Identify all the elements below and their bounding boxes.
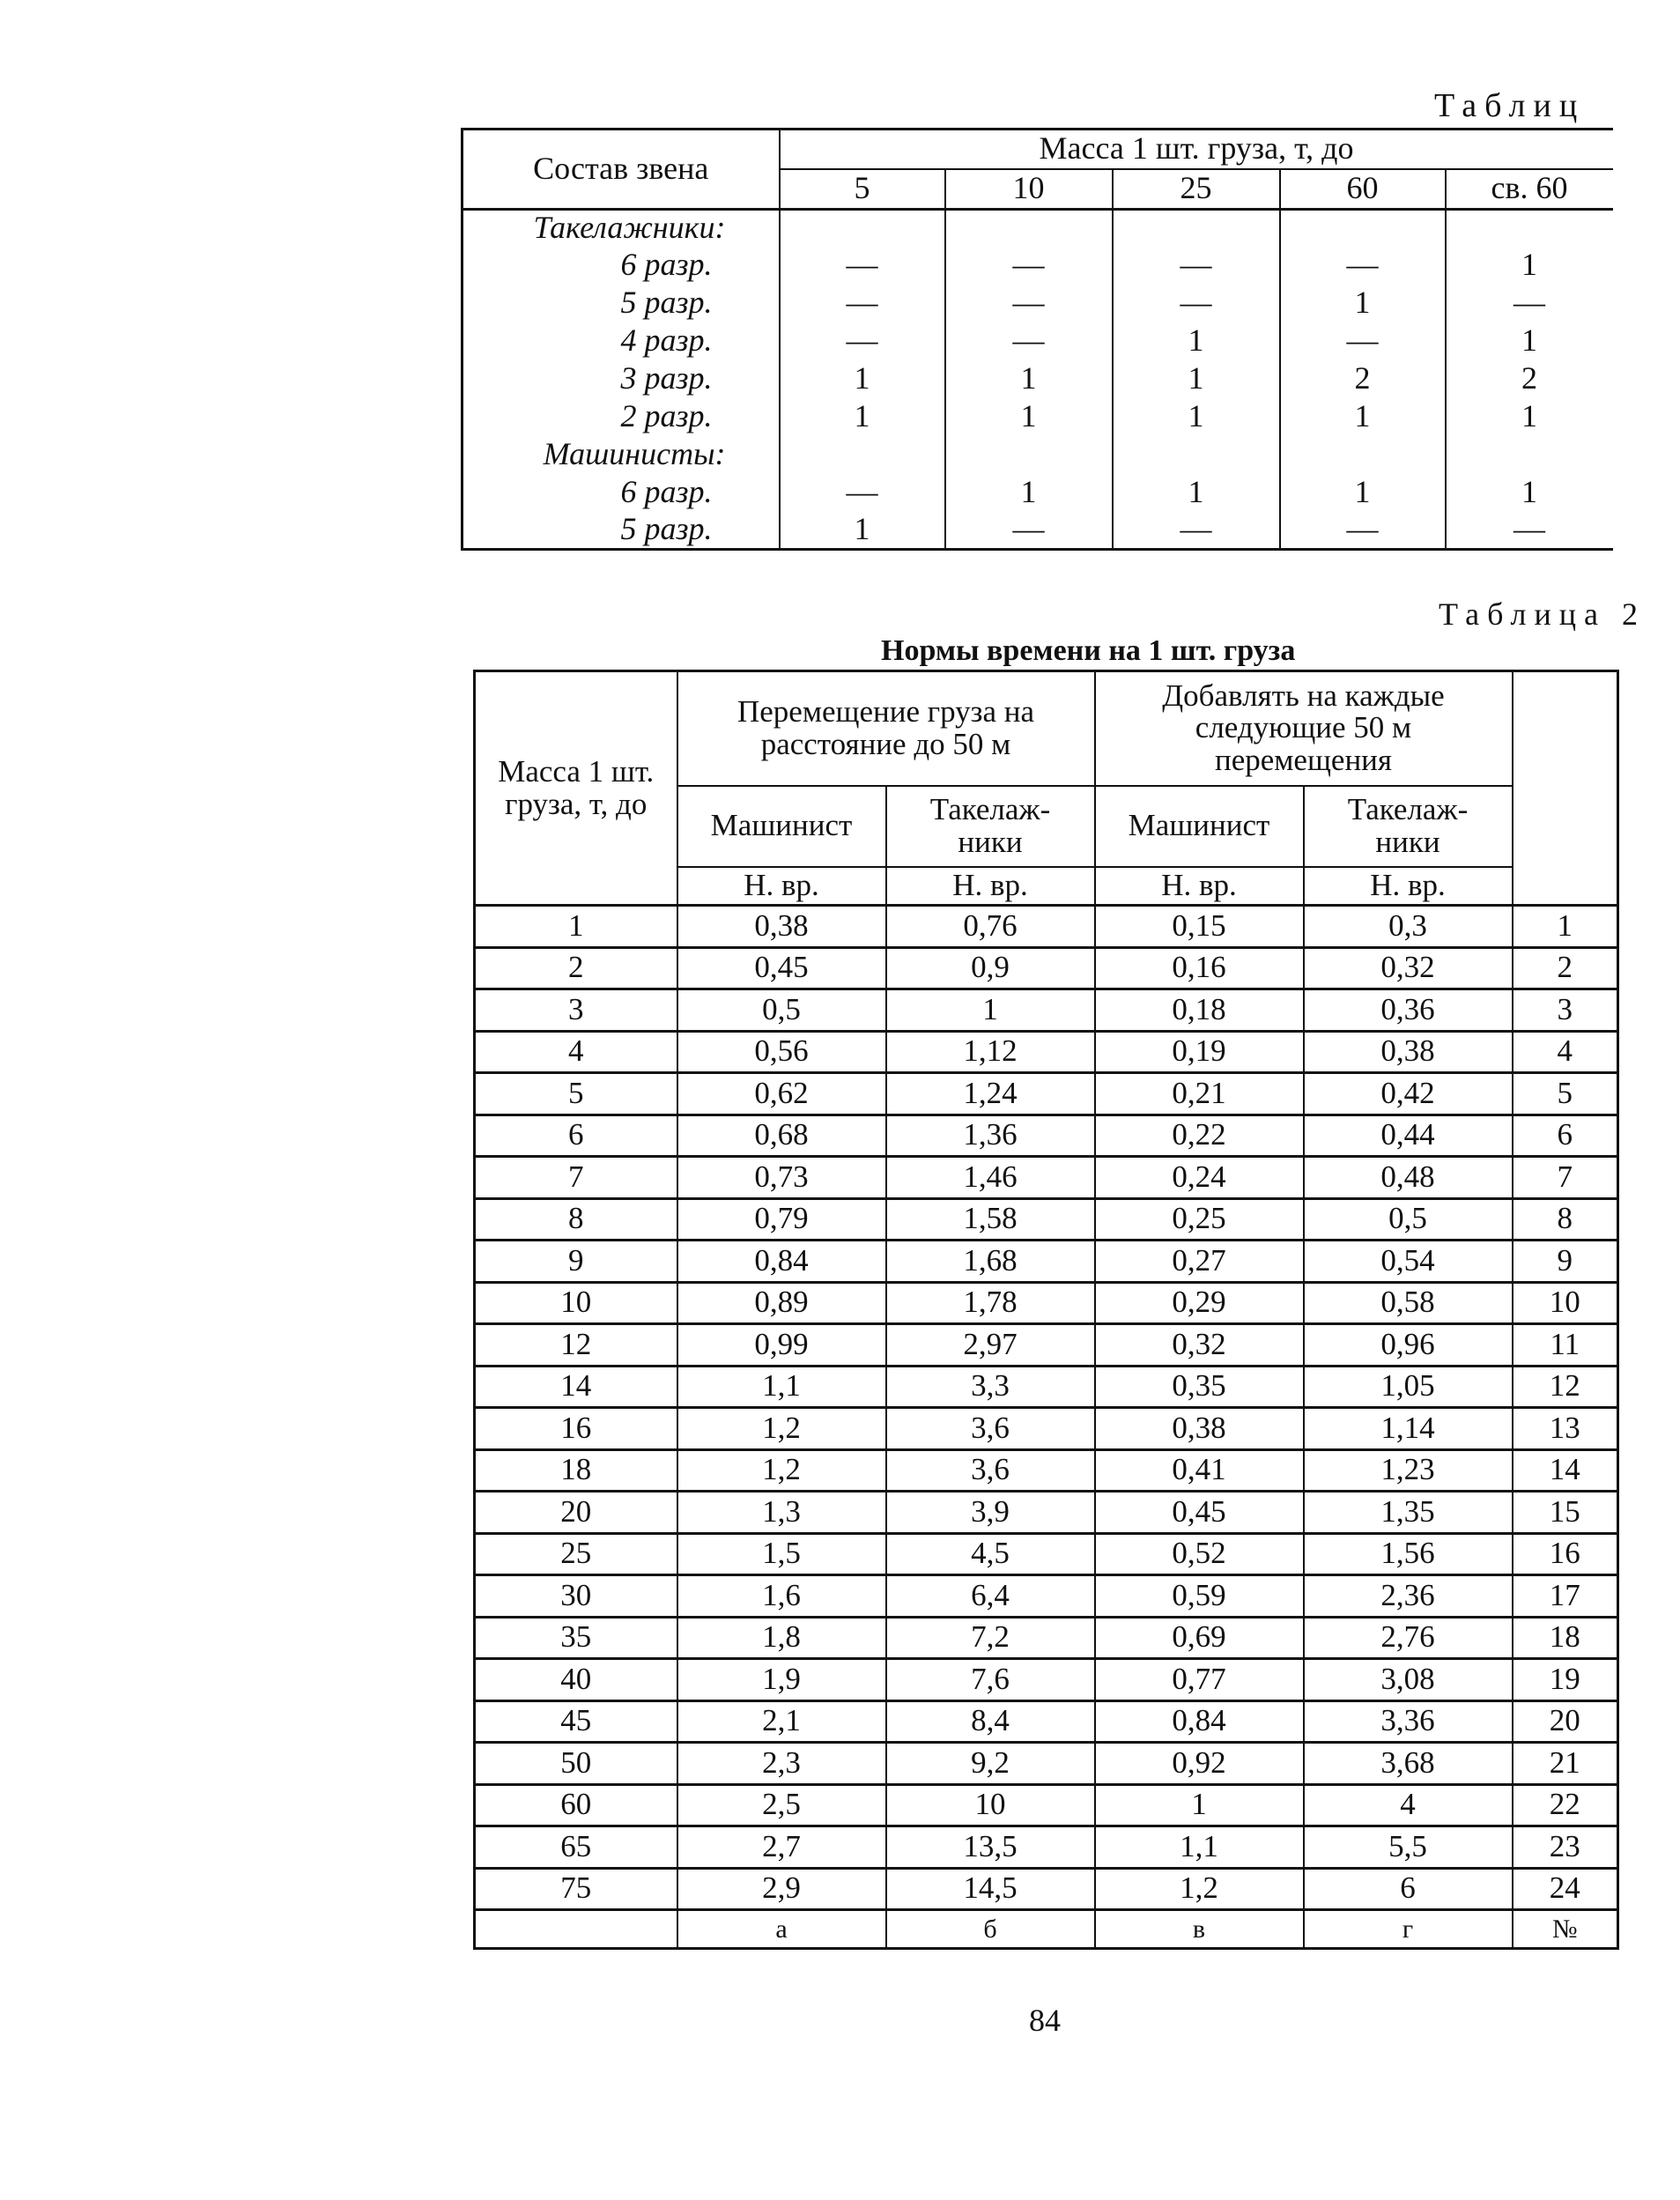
time-norm-cell: 0,79 [677, 1198, 886, 1241]
time-norm-cell: 1,58 [886, 1198, 1095, 1241]
crew-composition-table [461, 128, 1613, 551]
cell: 1 [780, 398, 945, 436]
table-row [463, 322, 1613, 360]
row-label: 5 разр. [463, 285, 780, 322]
mass-cell: 5 [475, 1073, 677, 1115]
mass-cell: 20 [475, 1492, 677, 1534]
mass-cell: 45 [475, 1700, 677, 1743]
header-composition: Состав звена [463, 130, 780, 210]
cell: 1 [1113, 474, 1280, 512]
time-norm-cell: 0,59 [1095, 1575, 1304, 1618]
row-number-cell: 7 [1513, 1157, 1618, 1199]
mass-cell: 2 [475, 947, 677, 989]
footer-cell: г [1304, 1910, 1513, 1949]
header-col: 25 [1113, 169, 1280, 210]
page-number: 84 [1029, 2003, 1061, 2038]
cell: — [780, 322, 945, 360]
time-norm-cell: 0,9 [886, 947, 1095, 989]
table-row [475, 1743, 1618, 1785]
time-norm-cell: 0,15 [1095, 906, 1304, 948]
header-riggers: Такелаж-ники [1304, 786, 1513, 867]
header-col: 60 [1280, 169, 1446, 210]
time-norm-cell: 0,25 [1095, 1198, 1304, 1241]
time-norm-cell: 0,24 [1095, 1157, 1304, 1199]
mass-cell: 40 [475, 1659, 677, 1701]
row-number-cell: 2 [1513, 947, 1618, 989]
time-norm-cell: 7,6 [886, 1659, 1095, 1701]
table-row [475, 1324, 1618, 1367]
time-norm-cell: 0,99 [677, 1324, 886, 1367]
mass-cell: 7 [475, 1157, 677, 1199]
time-norm-cell: 0,52 [1095, 1533, 1304, 1575]
time-norm-cell: 0,5 [1304, 1198, 1513, 1241]
table-row [475, 1449, 1618, 1492]
header-mass: Масса 1 шт. груза, т, до [780, 130, 1613, 169]
time-norm-cell: 0,48 [1304, 1157, 1513, 1199]
cell: 1 [1521, 474, 1537, 510]
mass-cell: 12 [475, 1324, 677, 1367]
table-row [463, 512, 1613, 550]
time-norm-cell: 2,9 [677, 1868, 886, 1910]
header-add-group: Добавлять на каждые следующие 50 м перемещения [1095, 671, 1513, 786]
cell: — [1280, 247, 1446, 285]
row-number-cell: 6 [1513, 1115, 1618, 1157]
table-row [475, 1366, 1618, 1408]
mass-cell: 9 [475, 1241, 677, 1283]
cell: 1 [780, 360, 945, 398]
table-row [463, 360, 1613, 398]
footer-cell: а [677, 1910, 886, 1949]
time-norm-cell: 3,3 [886, 1366, 1095, 1408]
cell: — [1280, 322, 1446, 360]
row-number-cell: 8 [1513, 1198, 1618, 1241]
mass-cell: 18 [475, 1449, 677, 1492]
row-label: 6 разр. [463, 247, 780, 285]
cell: 1 [780, 512, 945, 550]
cell: — [780, 474, 945, 512]
cell: 1 [1280, 285, 1446, 322]
row-number-cell: 22 [1513, 1784, 1618, 1826]
time-norm-cell: 4,5 [886, 1533, 1095, 1575]
time-norm-cell: 1,9 [677, 1659, 886, 1701]
row-number-cell: 3 [1513, 989, 1618, 1032]
footer-cell: № [1513, 1910, 1618, 1949]
table-row [463, 247, 1613, 285]
header-number-blank [1513, 671, 1618, 906]
row-number-cell: 5 [1513, 1073, 1618, 1115]
footer-cell [475, 1910, 677, 1949]
time-norm-cell: 6,4 [886, 1575, 1095, 1618]
cell: 1 [1521, 247, 1537, 283]
table-row [475, 1575, 1618, 1618]
time-norm-cell: 0,68 [677, 1115, 886, 1157]
time-norm-cell: 1,35 [1304, 1492, 1513, 1534]
mass-cell: 60 [475, 1784, 677, 1826]
table-row [475, 1115, 1618, 1157]
table1-caption: Таблиц [1434, 87, 1586, 124]
time-norm-cell: 1,12 [886, 1031, 1095, 1073]
time-norm-cell: 1,5 [677, 1533, 886, 1575]
header-col: 10 [945, 169, 1113, 210]
row-number-cell: 15 [1513, 1492, 1618, 1534]
cell: 1 [945, 360, 1113, 398]
cell: — [1113, 247, 1280, 285]
table-row [475, 1241, 1618, 1283]
header-col: 5 [780, 169, 945, 210]
time-norm-cell: 1,24 [886, 1073, 1095, 1115]
cell: 1 [1521, 322, 1537, 359]
time-norm-cell: 1,23 [1304, 1449, 1513, 1492]
time-norm-cell: 13,5 [886, 1826, 1095, 1869]
time-norm-cell: 6 [1304, 1868, 1513, 1910]
cell: 1 [1521, 398, 1537, 434]
footer-cell: в [1095, 1910, 1304, 1949]
time-norm-cell: 5,5 [1304, 1826, 1513, 1869]
row-number-cell: 18 [1513, 1617, 1618, 1659]
time-norm-cell: 0,44 [1304, 1115, 1513, 1157]
table-row [463, 474, 1613, 512]
row-number-cell: 13 [1513, 1408, 1618, 1450]
row-number-cell: 23 [1513, 1826, 1618, 1869]
time-norm-cell: 2,7 [677, 1826, 886, 1869]
time-norm-cell: 0,38 [1304, 1031, 1513, 1073]
table-row [463, 398, 1613, 436]
time-norm-cell: 1,36 [886, 1115, 1095, 1157]
time-norm-cell: 1 [886, 989, 1095, 1032]
row-number-cell: 9 [1513, 1241, 1618, 1283]
header-operator: Машинист [1095, 786, 1304, 867]
table-row [475, 947, 1618, 989]
time-norm-cell: 4 [1304, 1784, 1513, 1826]
time-norms-table [473, 670, 1619, 1950]
header-operator: Машинист [677, 786, 886, 867]
time-norm-cell: 1,56 [1304, 1533, 1513, 1575]
table-row [475, 1784, 1618, 1826]
time-norm-cell: 2,97 [886, 1324, 1095, 1367]
cell: 2 [1521, 360, 1537, 396]
row-number-cell: 16 [1513, 1533, 1618, 1575]
cell: 1 [945, 474, 1113, 512]
time-norm-cell: 14,5 [886, 1868, 1095, 1910]
time-norm-cell: 0,96 [1304, 1324, 1513, 1367]
time-norm-cell: 1,2 [1095, 1868, 1304, 1910]
time-norm-cell: 0,35 [1095, 1366, 1304, 1408]
mass-cell: 1 [475, 906, 677, 948]
table2-caption: Таблица 2 [1439, 596, 1646, 632]
time-norm-cell: 0,56 [677, 1031, 886, 1073]
table-row [475, 1826, 1618, 1869]
mass-cell: 25 [475, 1533, 677, 1575]
row-number-cell: 17 [1513, 1575, 1618, 1618]
cell: — [780, 285, 945, 322]
row-number-cell: 10 [1513, 1282, 1618, 1324]
row-label: 5 разр. [463, 512, 780, 550]
column-letters-row [475, 1910, 1618, 1949]
mass-cell: 8 [475, 1198, 677, 1241]
time-norm-cell: 3,9 [886, 1492, 1095, 1534]
time-norm-cell: 1 [1095, 1784, 1304, 1826]
footer-cell: б [886, 1910, 1095, 1949]
time-norm-cell: 1,46 [886, 1157, 1095, 1199]
header-col: св. 60 [1446, 169, 1613, 210]
time-norm-cell: 0,21 [1095, 1073, 1304, 1115]
row-number-cell: 4 [1513, 1031, 1618, 1073]
table-row [475, 1492, 1618, 1534]
time-norm-cell: 0,84 [1095, 1700, 1304, 1743]
table-row [475, 1198, 1618, 1241]
time-norm-cell: 0,16 [1095, 947, 1304, 989]
time-norm-cell: 0,38 [1095, 1408, 1304, 1450]
row-number-cell: 14 [1513, 1449, 1618, 1492]
table-row [475, 1031, 1618, 1073]
row-label: 2 разр. [463, 398, 780, 436]
time-norm-cell: 10 [886, 1784, 1095, 1826]
row-label: 4 разр. [463, 322, 780, 360]
group-title: Машинисты: [463, 436, 780, 474]
row-number-cell: 19 [1513, 1659, 1618, 1701]
row-number-cell: 20 [1513, 1700, 1618, 1743]
time-norm-cell: 0,84 [677, 1241, 886, 1283]
time-norm-cell: 0,32 [1095, 1324, 1304, 1367]
time-norm-cell: 3,6 [886, 1408, 1095, 1450]
time-norm-cell: 1,78 [886, 1282, 1095, 1324]
time-norm-cell: 1,8 [677, 1617, 886, 1659]
row-number-cell: 1 [1513, 906, 1618, 948]
mass-cell: 50 [475, 1743, 677, 1785]
table-row [463, 285, 1613, 322]
cell: — [945, 512, 1113, 550]
time-norm-cell: 0,22 [1095, 1115, 1304, 1157]
row-label: 3 разр. [463, 360, 780, 398]
cell: 1 [1113, 398, 1280, 436]
row-number-cell: 11 [1513, 1324, 1618, 1367]
table-row [475, 906, 1618, 948]
table-row [475, 1868, 1618, 1910]
mass-cell: 35 [475, 1617, 677, 1659]
time-norm-cell: 0,41 [1095, 1449, 1304, 1492]
time-norm-cell: 0,19 [1095, 1031, 1304, 1073]
time-norm-cell: 1,6 [677, 1575, 886, 1618]
cell: 1 [1280, 398, 1446, 436]
table-row [475, 1157, 1618, 1199]
time-norm-cell: 0,42 [1304, 1073, 1513, 1115]
table-row [475, 1617, 1618, 1659]
table-row [475, 1700, 1618, 1743]
header-unit: Н. вр. [677, 867, 886, 906]
cell: — [945, 322, 1113, 360]
cell: — [1113, 512, 1280, 550]
time-norm-cell: 3,08 [1304, 1659, 1513, 1701]
table-row [475, 1533, 1618, 1575]
header-unit: Н. вр. [886, 867, 1095, 906]
cell: 1 [1113, 360, 1280, 398]
table-row [475, 1282, 1618, 1324]
time-norm-cell: 2,1 [677, 1700, 886, 1743]
mass-cell: 30 [475, 1575, 677, 1618]
time-norm-cell: 0,54 [1304, 1241, 1513, 1283]
mass-cell: 4 [475, 1031, 677, 1073]
time-norm-cell: 0,73 [677, 1157, 886, 1199]
cell: — [780, 247, 945, 285]
time-norm-cell: 2,3 [677, 1743, 886, 1785]
table-row [475, 1659, 1618, 1701]
header-mass: Масса 1 шт. груза, т, до [475, 671, 677, 906]
cell: — [1446, 512, 1613, 550]
time-norm-cell: 0,58 [1304, 1282, 1513, 1324]
table2-title: Нормы времени на 1 шт. груза [881, 634, 1296, 667]
time-norm-cell: 2,36 [1304, 1575, 1513, 1618]
table-row [475, 1073, 1618, 1115]
time-norm-cell: 1,3 [677, 1492, 886, 1534]
mass-cell: 65 [475, 1826, 677, 1869]
cell: — [945, 285, 1113, 322]
mass-cell: 10 [475, 1282, 677, 1324]
time-norm-cell: 1,1 [1095, 1826, 1304, 1869]
time-norm-cell: 2,76 [1304, 1617, 1513, 1659]
time-norm-cell: 0,27 [1095, 1241, 1304, 1283]
time-norm-cell: 0,77 [1095, 1659, 1304, 1701]
mass-cell: 75 [475, 1868, 677, 1910]
time-norm-cell: 0,62 [677, 1073, 886, 1115]
time-norm-cell: 1,14 [1304, 1408, 1513, 1450]
cell: 1 [945, 398, 1113, 436]
time-norm-cell: 3,68 [1304, 1743, 1513, 1785]
time-norm-cell: 7,2 [886, 1617, 1095, 1659]
row-number-cell: 21 [1513, 1743, 1618, 1785]
time-norm-cell: 3,6 [886, 1449, 1095, 1492]
time-norm-cell: 0,69 [1095, 1617, 1304, 1659]
time-norm-cell: 0,92 [1095, 1743, 1304, 1785]
time-norm-cell: 0,38 [677, 906, 886, 948]
mass-cell: 14 [475, 1366, 677, 1408]
cell: 2 [1280, 360, 1446, 398]
time-norm-cell: 0,29 [1095, 1282, 1304, 1324]
time-norm-cell: 1,68 [886, 1241, 1095, 1283]
time-norm-cell: 0,89 [677, 1282, 886, 1324]
time-norm-cell: 0,18 [1095, 989, 1304, 1032]
row-label: 6 разр. [463, 474, 780, 512]
time-norm-cell: 1,2 [677, 1408, 886, 1450]
time-norm-cell: 0,45 [1095, 1492, 1304, 1534]
mass-cell: 6 [475, 1115, 677, 1157]
mass-cell: 16 [475, 1408, 677, 1450]
time-norm-cell: 1,2 [677, 1449, 886, 1492]
time-norm-cell: 0,5 [677, 989, 886, 1032]
time-norm-cell: 8,4 [886, 1700, 1095, 1743]
time-norm-cell: 3,36 [1304, 1700, 1513, 1743]
header-unit: Н. вр. [1304, 867, 1513, 906]
table-row [475, 1408, 1618, 1450]
group-title: Такелажники: [463, 210, 780, 247]
cell: — [945, 247, 1113, 285]
row-number-cell: 12 [1513, 1366, 1618, 1408]
time-norm-cell: 2,5 [677, 1784, 886, 1826]
cell: — [1280, 512, 1446, 550]
cell: 1 [1280, 474, 1446, 512]
header-unit: Н. вр. [1095, 867, 1304, 906]
time-norm-cell: 0,36 [1304, 989, 1513, 1032]
time-norm-cell: 0,32 [1304, 947, 1513, 989]
time-norm-cell: 0,76 [886, 906, 1095, 948]
time-norm-cell: 0,3 [1304, 906, 1513, 948]
row-number-cell: 24 [1513, 1868, 1618, 1910]
header-riggers: Такелаж-ники [886, 786, 1095, 867]
time-norm-cell: 1,1 [677, 1366, 886, 1408]
table-row [475, 989, 1618, 1032]
cell: 1 [1113, 322, 1280, 360]
cell: — [1513, 285, 1545, 321]
time-norm-cell: 0,45 [677, 947, 886, 989]
mass-cell: 3 [475, 989, 677, 1032]
time-norm-cell: 9,2 [886, 1743, 1095, 1785]
cell: — [1113, 285, 1280, 322]
header-move-group: Перемещение груза на расстояние до 50 м [677, 671, 1095, 786]
time-norm-cell: 1,05 [1304, 1366, 1513, 1408]
